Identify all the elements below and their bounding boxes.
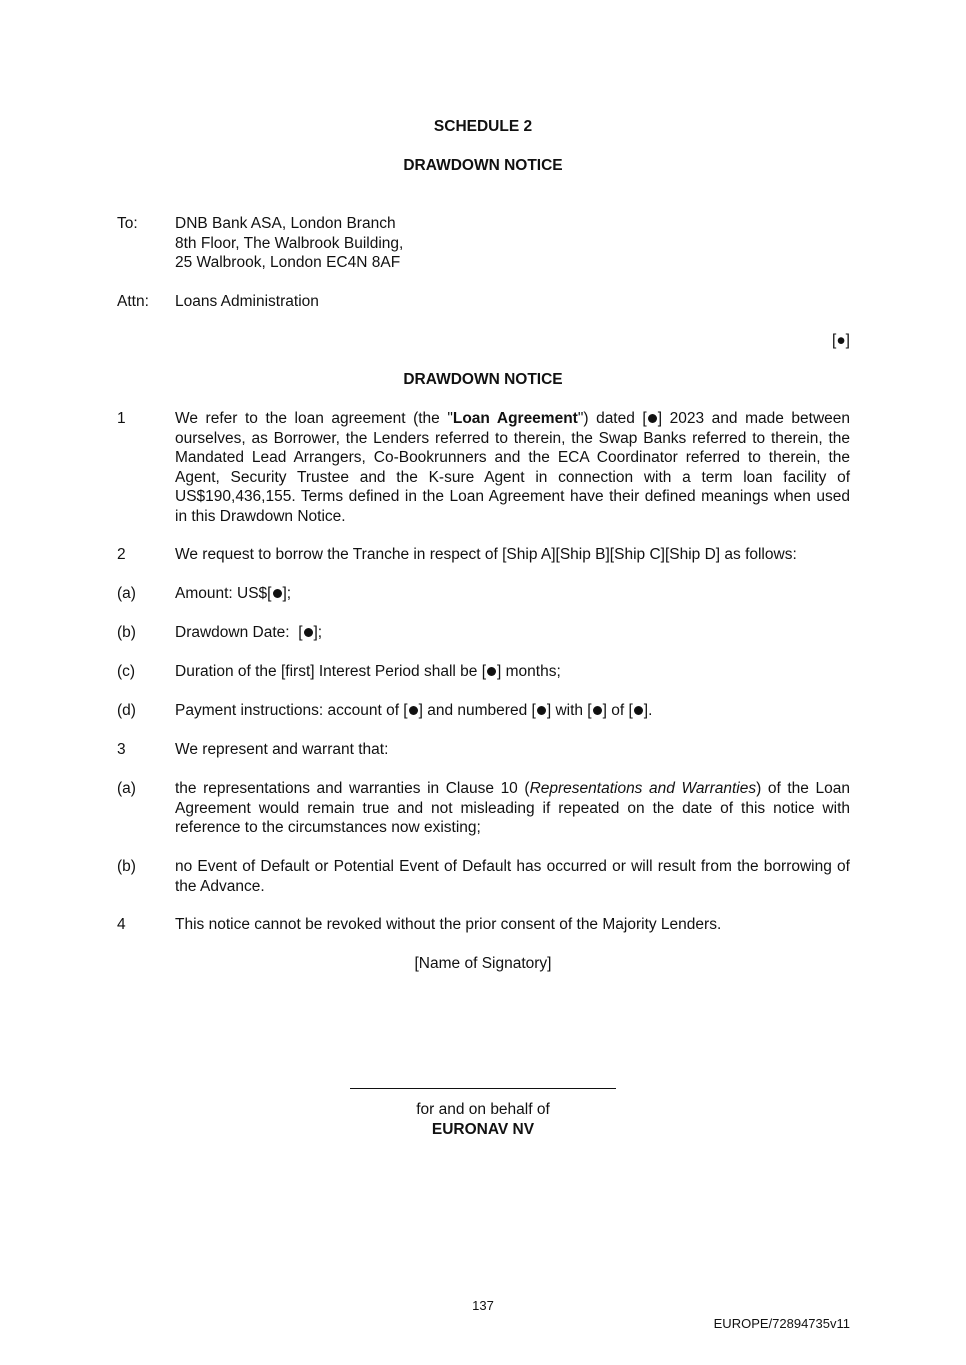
item-a-post: ]; — [282, 585, 292, 602]
para-2-number: 2 — [117, 546, 126, 563]
item-c-number: (c) — [117, 663, 136, 680]
to-address — [175, 214, 850, 273]
attn-label: Attn: — [117, 293, 149, 310]
item-d-post: ]. — [643, 702, 653, 719]
on-behalf-label: for and on behalf of — [416, 1101, 550, 1118]
para-1-text-a: We refer to the loan agreement (the " — [175, 410, 453, 427]
para-1-text-c: ] 2023 and made between ourselves, as Borrower, the Lenders referred to therein, the Swap Banks referred to therein, the Mandated Lead Arrangers, Co-Bookrunners and the ECA Coordinator referred to therein, the Agent, Security Trustee and the K-sure Agent in connection with a term loan facility of US$190,436,155. Terms defined in the Loan Agreement have their defined meanings when used in this Drawdown Notice. — [175, 410, 851, 525]
item-a-number: (a) — [117, 585, 136, 602]
signature-line — [350, 1088, 616, 1089]
document-reference: EUROPE/72894735v11 — [713, 1316, 850, 1331]
para-3-number: 3 — [117, 741, 126, 758]
para-3a-pre: the representations and warranties in Clause 10 ( — [175, 780, 530, 797]
para-4-text: This notice cannot be revoked without the prior consent of the Majority Lenders. — [175, 916, 722, 933]
item-d-mid-3: ] of [ — [602, 702, 633, 719]
item-c-pre: Duration of the [first] Interest Period shall be [ — [175, 663, 487, 680]
to-line-1: DNB Bank ASA, London Branch — [175, 215, 396, 232]
to-line-2: 8th Floor, The Walbrook Building, — [175, 234, 404, 252]
para-1-text-b: ") dated [ — [577, 410, 647, 427]
bullet-placeholder-icon — [537, 706, 546, 715]
item-d-mid-1: ] and numbered [ — [418, 702, 536, 719]
to-line-3: 25 Walbrook, London EC4N 8AF — [175, 254, 401, 271]
signatory-name: [Name of Signatory] — [414, 955, 552, 972]
bullet-placeholder-icon — [273, 589, 282, 598]
para-2-text: We request to borrow the Tranche in respect of [Ship A][Ship B][Ship C][Ship D] as follows: — [175, 546, 797, 563]
schedule-title: DRAWDOWN NOTICE — [403, 157, 563, 174]
item-a-text — [175, 584, 850, 604]
bullet-placeholder-icon — [634, 706, 643, 715]
para-4-number: 4 — [117, 916, 126, 933]
para-3a-number: (a) — [117, 780, 136, 797]
loan-agreement-term: Loan Agreement — [452, 410, 578, 427]
schedule-heading: SCHEDULE 2 — [433, 118, 533, 135]
item-d-mid-2: ] with [ — [546, 702, 592, 719]
to-label: To: — [117, 215, 138, 232]
bullet-placeholder-icon — [409, 706, 418, 715]
item-b-pre: Drawdown Date: [ — [175, 624, 303, 641]
item-d-text — [175, 701, 850, 721]
item-d-number: (d) — [117, 702, 136, 719]
bullet-placeholder-icon — [648, 414, 657, 423]
item-c-text — [175, 662, 850, 682]
date-placeholder: [●] — [832, 332, 850, 349]
notice-title: DRAWDOWN NOTICE — [403, 371, 563, 388]
attn-value: Loans Administration — [175, 293, 319, 310]
para-1-number: 1 — [117, 410, 126, 427]
para-1-text — [175, 409, 850, 526]
item-c-post: ] months; — [497, 663, 561, 680]
para-3a-text — [175, 779, 850, 838]
para-3b-text: no Event of Default or Potential Event of Default has occurred or will result from the borrowing of the Advance. — [175, 858, 850, 895]
para-3b-number: (b) — [117, 858, 136, 875]
item-b-text — [175, 623, 850, 643]
para-3-text: We represent and warrant that: — [175, 741, 389, 758]
para-3a-post: ) of the Loan Agreement would remain true and not misleading if repeated on the date of this notice with reference to the circumstances now existing; — [175, 780, 850, 836]
bullet-placeholder-icon — [487, 667, 496, 676]
bullet-placeholder-icon — [593, 706, 602, 715]
item-a-pre: Amount: US$[ — [175, 585, 272, 602]
clause-title: Representations and Warranties — [529, 780, 757, 797]
item-d-pre: Payment instructions: account of [ — [175, 702, 408, 719]
item-b-post: ]; — [313, 624, 323, 641]
item-b-number: (b) — [117, 624, 136, 641]
company-name: EURONAV NV — [431, 1121, 535, 1138]
page-number: 137 — [472, 1298, 494, 1313]
bullet-placeholder-icon — [304, 628, 313, 637]
